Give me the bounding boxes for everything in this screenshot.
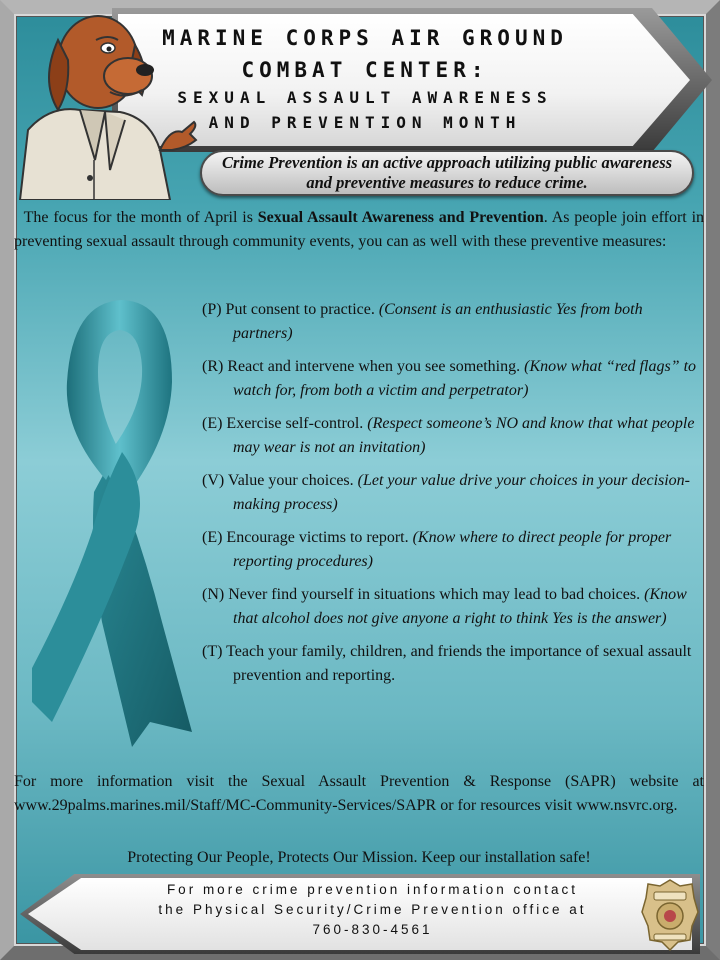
intro-focus-bold: Sexual Assault Awareness and Prevention [257, 209, 544, 226]
item-text: (P) Put consent to practice. [202, 301, 379, 318]
item-note: (Know where to direct people for proper reporting procedures) [233, 529, 672, 570]
item-text: (E) Exercise self-control. [202, 415, 368, 432]
intro-text-end: . As people join effort in preventing sexual assault through community events, you can as well with these preventive measures: [14, 209, 705, 250]
header-line-3: SEXUAL ASSAULT AWARENESS [177, 88, 553, 107]
footer-line-2: the Physical Security/Crime Prevention office at [158, 902, 587, 917]
item-text: (E) Encourage victims to report. [202, 529, 413, 546]
item-text: (N) Never find yourself in situations which may lead to bad choices. [202, 586, 645, 603]
intro-paragraph [14, 206, 704, 254]
header-line-1: MARINE CORPS AIR GROUND [162, 26, 568, 50]
list-item [202, 526, 698, 574]
item-note: (Know what “red flags” to watch for, from both a victim and perpetrator) [233, 358, 697, 399]
list-item [202, 298, 698, 346]
header-line-4: AND PREVENTION MONTH [208, 113, 522, 132]
item-note: (Know that alcohol does not give anyone a right to think Yes is the answer) [233, 586, 687, 627]
footer-line-1: For more crime prevention information contact [166, 882, 579, 897]
crime-prevention-motto: Crime Prevention is an active approach utilizing public awareness and preventive measures to reduce crime. [200, 150, 694, 196]
footer-contact-text [110, 880, 635, 940]
list-item [202, 469, 698, 517]
police-badge-icon [640, 878, 700, 952]
more-info-paragraph: For more information visit the Sexual Assault Prevention & Response (SAPR) website at www.29palms.marines.mil/Staff/MC-Community-Services/SAPR or for resources visit www.nsvrc.org. [14, 773, 704, 814]
item-note: (Consent is an enthusiastic Yes from both partners) [233, 301, 643, 342]
item-text: (T) Teach your family, children, and friends the importance of sexual assault prevention and reporting. [202, 643, 692, 684]
list-item [202, 583, 698, 631]
awareness-ribbon-icon [32, 292, 207, 762]
intro-text-start: The focus for the month of April is [23, 209, 258, 226]
list-item [202, 412, 698, 460]
item-note: (Respect someone’s NO and know that what people may wear is not an invitation) [233, 415, 695, 456]
item-text: (R) React and intervene when you see something. [202, 358, 525, 375]
item-note: (Let your value drive your choices in your decision-making process) [233, 472, 691, 513]
item-text: (V) Value your choices. [202, 472, 358, 489]
footer-phone: 760-830-4561 [312, 922, 433, 937]
header-line-2: COMBAT CENTER: [241, 58, 489, 82]
list-item [202, 355, 698, 403]
mcgruff-dog-illustration [10, 0, 200, 200]
prevent-measures-list [202, 298, 698, 697]
list-item [202, 640, 698, 688]
slogan: Protecting Our People, Protects Our Mission. Keep our installation safe! [127, 849, 591, 866]
